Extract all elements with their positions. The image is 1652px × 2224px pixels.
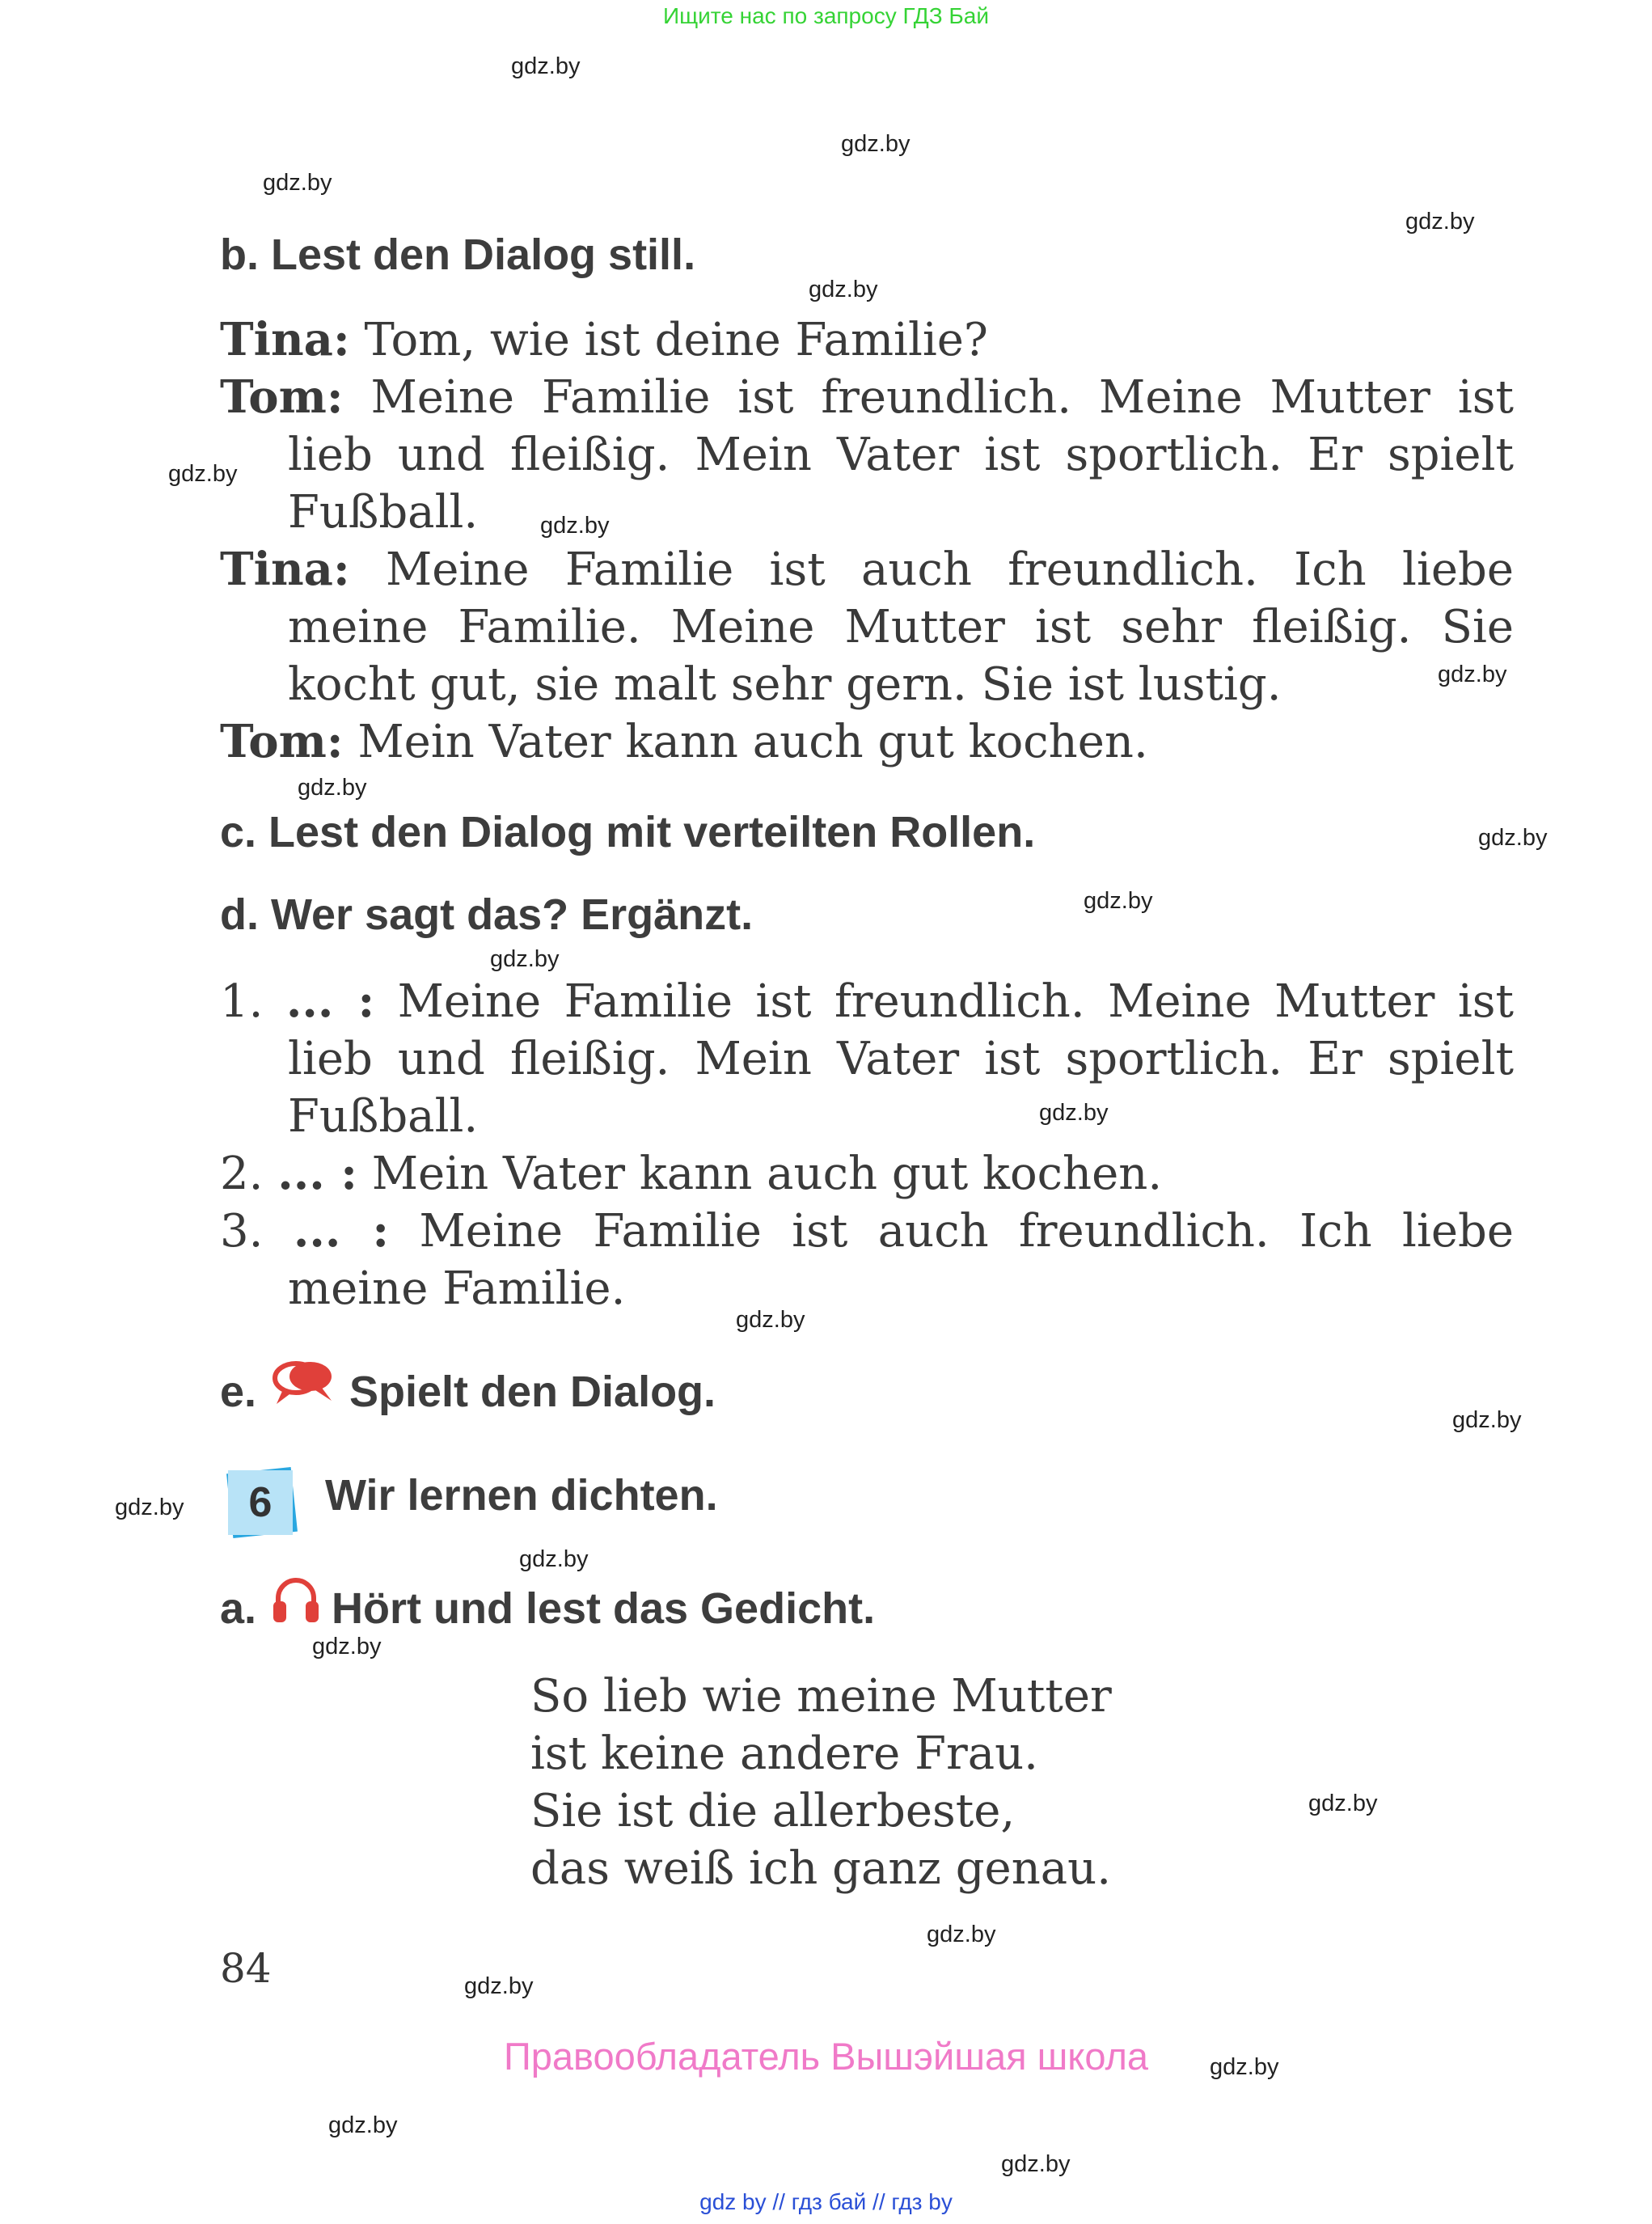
dialog-line: [220, 713, 1514, 771]
watermark: gdz.by: [464, 1973, 534, 1999]
exercise-number-badge: [222, 1465, 299, 1540]
watermark: gdz.by: [841, 131, 911, 157]
watermark: gdz.by: [1039, 1100, 1109, 1126]
item-number: 1.: [220, 975, 264, 1028]
fill-in-list: [220, 973, 1514, 1317]
watermark: gdz.by: [328, 2112, 398, 2138]
speech-bubbles-icon: [272, 1359, 336, 1409]
watermark: gdz.by: [1308, 1791, 1378, 1816]
blank: ... :: [293, 1204, 390, 1258]
item-text: Meine Familie ist freundlich. Meine Mutter ist lieb und fleißig. Mein Vater ist sportlich. Er spielt Fußball.: [288, 975, 1514, 1143]
speaker: Tina:: [220, 543, 350, 596]
list-item: [220, 1203, 1514, 1317]
poem-line: Sie ist die allerbeste,: [530, 1785, 1016, 1837]
rights-holder: Правообладатель Вышэйшая школа: [503, 2035, 1149, 2078]
watermark: gdz.by: [1001, 2151, 1071, 2177]
page-number: 84: [220, 1945, 272, 1992]
watermark: gdz.by: [809, 277, 878, 302]
watermark: gdz.by: [1478, 825, 1548, 851]
list-item: [220, 1145, 1514, 1203]
watermark: gdz.by: [927, 1922, 996, 1947]
poem: [530, 1668, 1112, 1897]
section-d-title: d. Wer sagt das? Ergänzt.: [220, 890, 754, 939]
watermark: gdz.by: [540, 513, 610, 539]
watermark: gdz.by: [263, 170, 332, 196]
poem-line: das weiß ich ganz genau.: [530, 1842, 1112, 1895]
speaker: Tina:: [220, 313, 350, 366]
watermark: gdz.by: [490, 946, 560, 972]
footer-links[interactable]: gdz by // гдз бай // гдз by: [699, 2189, 953, 2214]
dialog-text: Meine Familie ist auch freundlich. Ich liebe meine Familie. Meine Mutter ist sehr fleißig. Sie kocht gut, sie malt sehr gern. Sie ist lustig.: [288, 543, 1514, 711]
item-text: Meine Familie ist auch freundlich. Ich liebe meine Familie.: [288, 1205, 1514, 1315]
dialog-line: [220, 369, 1514, 541]
section-e-letter: e.: [220, 1368, 257, 1416]
watermark: gdz.by: [1210, 2054, 1279, 2080]
item-number: 3.: [220, 1205, 264, 1258]
section-a-letter: a.: [220, 1584, 257, 1633]
section-e-title: Spielt den Dialog.: [349, 1368, 716, 1416]
watermark: gdz.by: [115, 1495, 184, 1520]
list-item: [220, 973, 1514, 1145]
watermark: gdz.by: [511, 53, 581, 79]
blank: ... :: [277, 1147, 357, 1200]
watermark: gdz.by: [1084, 888, 1153, 914]
dialog-text: Mein Vater kann auch gut kochen.: [357, 716, 1148, 768]
item-number: 2.: [220, 1148, 264, 1200]
poem-line: So lieb wie meine Mutter: [530, 1670, 1112, 1723]
watermark: gdz.by: [1438, 662, 1507, 687]
watermark: gdz.by: [312, 1634, 382, 1660]
speaker: Tom:: [220, 370, 344, 424]
top-banner: Ищите нас по запросу ГДЗ Бай: [662, 3, 990, 28]
item-text: Mein Vater kann auch gut kochen.: [371, 1148, 1163, 1200]
speaker: Tom:: [220, 715, 344, 768]
watermark: gdz.by: [519, 1546, 589, 1572]
watermark: gdz.by: [168, 461, 238, 487]
dialog-text: Tom, wie ist deine Familie?: [364, 314, 988, 366]
dialog-line: [220, 541, 1514, 713]
exercise-title: Wir lernen dichten.: [325, 1471, 718, 1520]
section-b-title: b. Lest den Dialog still.: [220, 230, 696, 279]
poem-line: ist keine andere Frau.: [530, 1727, 1038, 1780]
dialog-line: [220, 311, 1514, 369]
dialog: [220, 311, 1514, 771]
headphones-icon: [272, 1575, 320, 1626]
watermark: gdz.by: [1452, 1407, 1522, 1433]
watermark: gdz.by: [736, 1307, 805, 1333]
dialog-text: Meine Familie ist freundlich. Meine Mutter ist lieb und fleißig. Mein Vater ist sportlich. Er spielt Fußball.: [288, 371, 1514, 539]
exercise-number: 6: [248, 1479, 273, 1526]
section-c-title: c. Lest den Dialog mit verteilten Rollen.: [220, 808, 1036, 856]
section-a-title: Hört und lest das Gedicht.: [332, 1584, 876, 1633]
watermark: gdz.by: [298, 775, 367, 801]
watermark: gdz.by: [1405, 209, 1475, 235]
blank: ... :: [285, 975, 375, 1028]
